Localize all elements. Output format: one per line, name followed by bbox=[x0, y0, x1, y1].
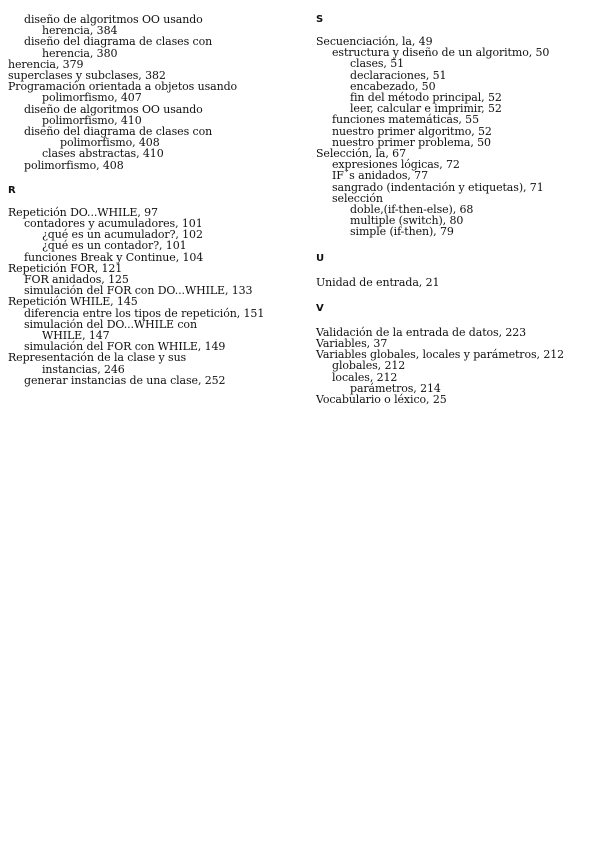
index-entry: clases, 51 bbox=[350, 57, 405, 71]
index-entry: nuestro primer problema, 50 bbox=[332, 135, 491, 149]
index-entry: herencia, 384 bbox=[42, 24, 118, 38]
index-entry: herencia, 379 bbox=[8, 57, 84, 71]
index-right-column bbox=[316, 14, 596, 405]
index-entry: simulación del FOR con WHILE, 149 bbox=[24, 340, 226, 354]
index-entry: instancias, 246 bbox=[42, 362, 125, 376]
index-entry: selección bbox=[332, 191, 383, 205]
index-entry: Programación orientada a objetos usando bbox=[8, 80, 238, 94]
index-entry: expresiones lógicas, 72 bbox=[332, 158, 460, 172]
index-entry: diseño de algoritmos OO usando bbox=[24, 102, 203, 116]
index-entry: Repetición WHILE, 145 bbox=[8, 295, 138, 309]
index-entry: Representación de la clase y sus bbox=[8, 351, 187, 365]
index-entry: superclases y subclases, 382 bbox=[8, 69, 166, 83]
section-letter-s: S bbox=[316, 14, 324, 25]
index-entry: Secuenciación, la, 49 bbox=[316, 35, 433, 48]
index-entry: polimorfismo, 408 bbox=[60, 136, 160, 150]
index-entry: simulación del DO...WHILE con bbox=[24, 317, 197, 331]
index-entry: encabezado, 50 bbox=[350, 79, 436, 93]
index-entry: estructura y diseño de un algoritmo, 50 bbox=[332, 46, 550, 60]
index-entry: multiple (switch), 80 bbox=[350, 214, 464, 228]
index-entry: FOR anidados, 125 bbox=[24, 273, 129, 287]
index-entry: Repetición DO...WHILE, 97 bbox=[8, 205, 158, 219]
index-entry: polimorfismo, 408 bbox=[24, 158, 124, 172]
index-entry: Unidad de entrada, 21 bbox=[316, 275, 440, 289]
index-entry: clases abstractas, 410 bbox=[42, 147, 164, 161]
index-entry: Variables globales, locales y parámetros, 212 bbox=[316, 348, 565, 362]
index-block-s bbox=[316, 36, 596, 238]
index-entry: Validación de la entrada de datos, 223 bbox=[316, 325, 527, 339]
index-block-r bbox=[8, 207, 298, 386]
index-entry: doble,(if-then-else), 68 bbox=[350, 203, 474, 217]
index-entry: polimorfismo, 410 bbox=[42, 113, 142, 127]
index-entry: simulación del FOR con DO...WHILE, 133 bbox=[24, 284, 253, 298]
index-entry: funciones Break y Continue, 104 bbox=[24, 250, 204, 264]
index-entry: ¿qué es un acumulador?, 102 bbox=[42, 228, 203, 242]
index-entry: ¿qué es un contador?, 101 bbox=[42, 239, 187, 253]
section-letter-v: V bbox=[316, 302, 324, 314]
index-entry: declaraciones, 51 bbox=[350, 68, 447, 82]
index-entry: diseño de algoritmos OO usando bbox=[24, 13, 203, 26]
index-entry: contadores y acumuladores, 101 bbox=[24, 217, 203, 231]
index-entry: herencia, 380 bbox=[42, 46, 118, 60]
index-entry: Repetición FOR, 121 bbox=[8, 261, 123, 275]
index-block-continued bbox=[8, 14, 298, 171]
index-entry: nuestro primer algoritmo, 52 bbox=[332, 124, 492, 138]
index-entry: parámetros, 214 bbox=[350, 381, 441, 395]
section-letter-u: U bbox=[316, 252, 325, 264]
index-left-column bbox=[8, 14, 298, 386]
index-entry: globales, 212 bbox=[332, 359, 406, 373]
index-entry: locales, 212 bbox=[332, 370, 398, 384]
index-entry: generar instancias de una clase, 252 bbox=[24, 373, 226, 387]
index-entry: polimorfismo, 407 bbox=[42, 91, 142, 105]
index-entry: Variables, 37 bbox=[316, 337, 388, 351]
index-entry: simple (if-then), 79 bbox=[350, 225, 454, 239]
index-entry: sangrado (indentación y etiquetas), 71 bbox=[332, 180, 544, 194]
index-entry: IF´s anidados, 77 bbox=[332, 169, 428, 183]
index-entry: Selección, la, 67 bbox=[316, 147, 406, 161]
index-entry: funciones matemáticas, 55 bbox=[332, 113, 479, 127]
index-entry: fin del método principal, 52 bbox=[350, 91, 502, 105]
index-block-v bbox=[316, 327, 596, 405]
index-entry: Vocabulario o léxico, 25 bbox=[316, 393, 447, 407]
index-entry: diseño del diagrama de clases con bbox=[24, 125, 213, 139]
section-letter-r: R bbox=[8, 184, 16, 196]
index-entry: leer, calcular e imprimir, 52 bbox=[350, 102, 502, 116]
index-block-u bbox=[316, 277, 596, 288]
index-entry: diferencia entre los tipos de repetición, 151 bbox=[24, 306, 265, 320]
index-entry: diseño del diagrama de clases con bbox=[24, 35, 213, 49]
index-entry: WHILE, 147 bbox=[42, 329, 110, 343]
